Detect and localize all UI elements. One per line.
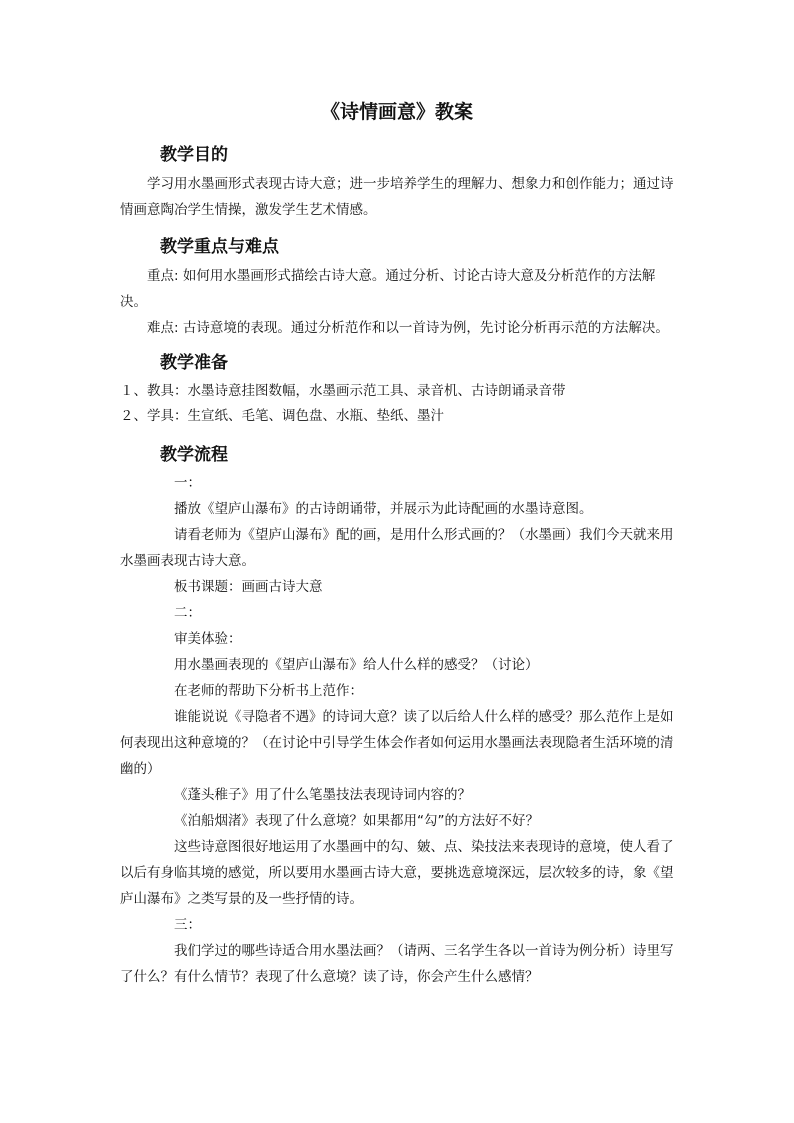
process-paragraph: 二： bbox=[174, 605, 201, 621]
preparation-item-student-materials: ２、学具：生宣纸、毛笔、调色盘、水瓶、垫纸、墨汁 bbox=[120, 408, 444, 424]
process-paragraph: 三： bbox=[174, 917, 201, 933]
document-title: 《诗情画意》教案 bbox=[320, 101, 473, 123]
goal-paragraph: 学习用水墨画形式表现古诗大意；进一步培养学生的理解力、想象力和创作能力；通过诗情画意陶冶学生情操，激发学生艺术情感。 bbox=[120, 176, 674, 218]
process-paragraph: 一： bbox=[174, 475, 201, 491]
process-paragraph: 播放《望庐山瀑布》的古诗朗诵带，并展示为此诗配画的水墨诗意图。 bbox=[174, 501, 593, 517]
process-paragraph: 谁能说说《寻隐者不遇》的诗词大意？读了以后给人什么样的感受？那么范作上是如何表现出这种意境的？（在讨论中引导学生体会作者如何运用水墨画法表现隐者生活环境的清幽的） bbox=[120, 709, 674, 777]
process-paragraph: 请看老师为《望庐山瀑布》配的画，是用什么形式画的？（水墨画）我们今天就来用水墨画表现古诗大意。 bbox=[120, 527, 674, 569]
process-paragraph: 我们学过的哪些诗适合用水墨法画？（请两、三名学生各以一首诗为例分析）诗里写了什么？有什么情节？表现了什么意境？读了诗，你会产生什么感情？ bbox=[120, 943, 674, 985]
process-paragraph: 板书课题：画画古诗大意 bbox=[174, 579, 323, 595]
process-paragraph: 《泊船烟渚》表现了什么意境？如果都用“勾”的方法好不好？ bbox=[174, 813, 539, 829]
heading-key-and-difficult-points: 教学重点与难点 bbox=[160, 237, 279, 257]
process-paragraph: 审美体验： bbox=[174, 631, 242, 647]
key-point-paragraph: 重点: 如何用水墨画形式描绘古诗大意。通过分析、讨论古诗大意及分析范作的方法解决。 bbox=[120, 268, 656, 310]
heading-teaching-preparation: 教学准备 bbox=[160, 353, 228, 373]
difficulty-paragraph: 难点: 古诗意境的表现。通过分析范作和以一首诗为例，先讨论分析再示范的方法解决。 bbox=[147, 320, 669, 336]
preparation-item-teaching-aids: １、教具：水墨诗意挂图数幅，水墨画示范工具、录音机、古诗朗诵录音带 bbox=[120, 383, 566, 399]
process-paragraph: 用水墨画表现的《望庐山瀑布》给人什么样的感受？（讨论） bbox=[174, 657, 539, 673]
process-paragraph: 这些诗意图很好地运用了水墨画中的勾、皴、点、染技法来表现诗的意境，使人看了以后有身临其境的感觉，所以要用水墨画古诗大意，要挑选意境深远，层次较多的诗，象《望庐山瀑布》之类写景的及一些抒情的诗。 bbox=[120, 839, 674, 907]
process-paragraph: 在老师的帮助下分析书上范作： bbox=[174, 683, 363, 699]
heading-teaching-goal: 教学目的 bbox=[160, 145, 228, 165]
teaching-process-body bbox=[120, 470, 680, 990]
process-paragraph: 《蓬头稚子》用了什么笔墨技法表现诗词内容的？ bbox=[174, 787, 471, 803]
heading-teaching-process: 教学流程 bbox=[160, 445, 228, 465]
preparation-list bbox=[120, 379, 680, 429]
